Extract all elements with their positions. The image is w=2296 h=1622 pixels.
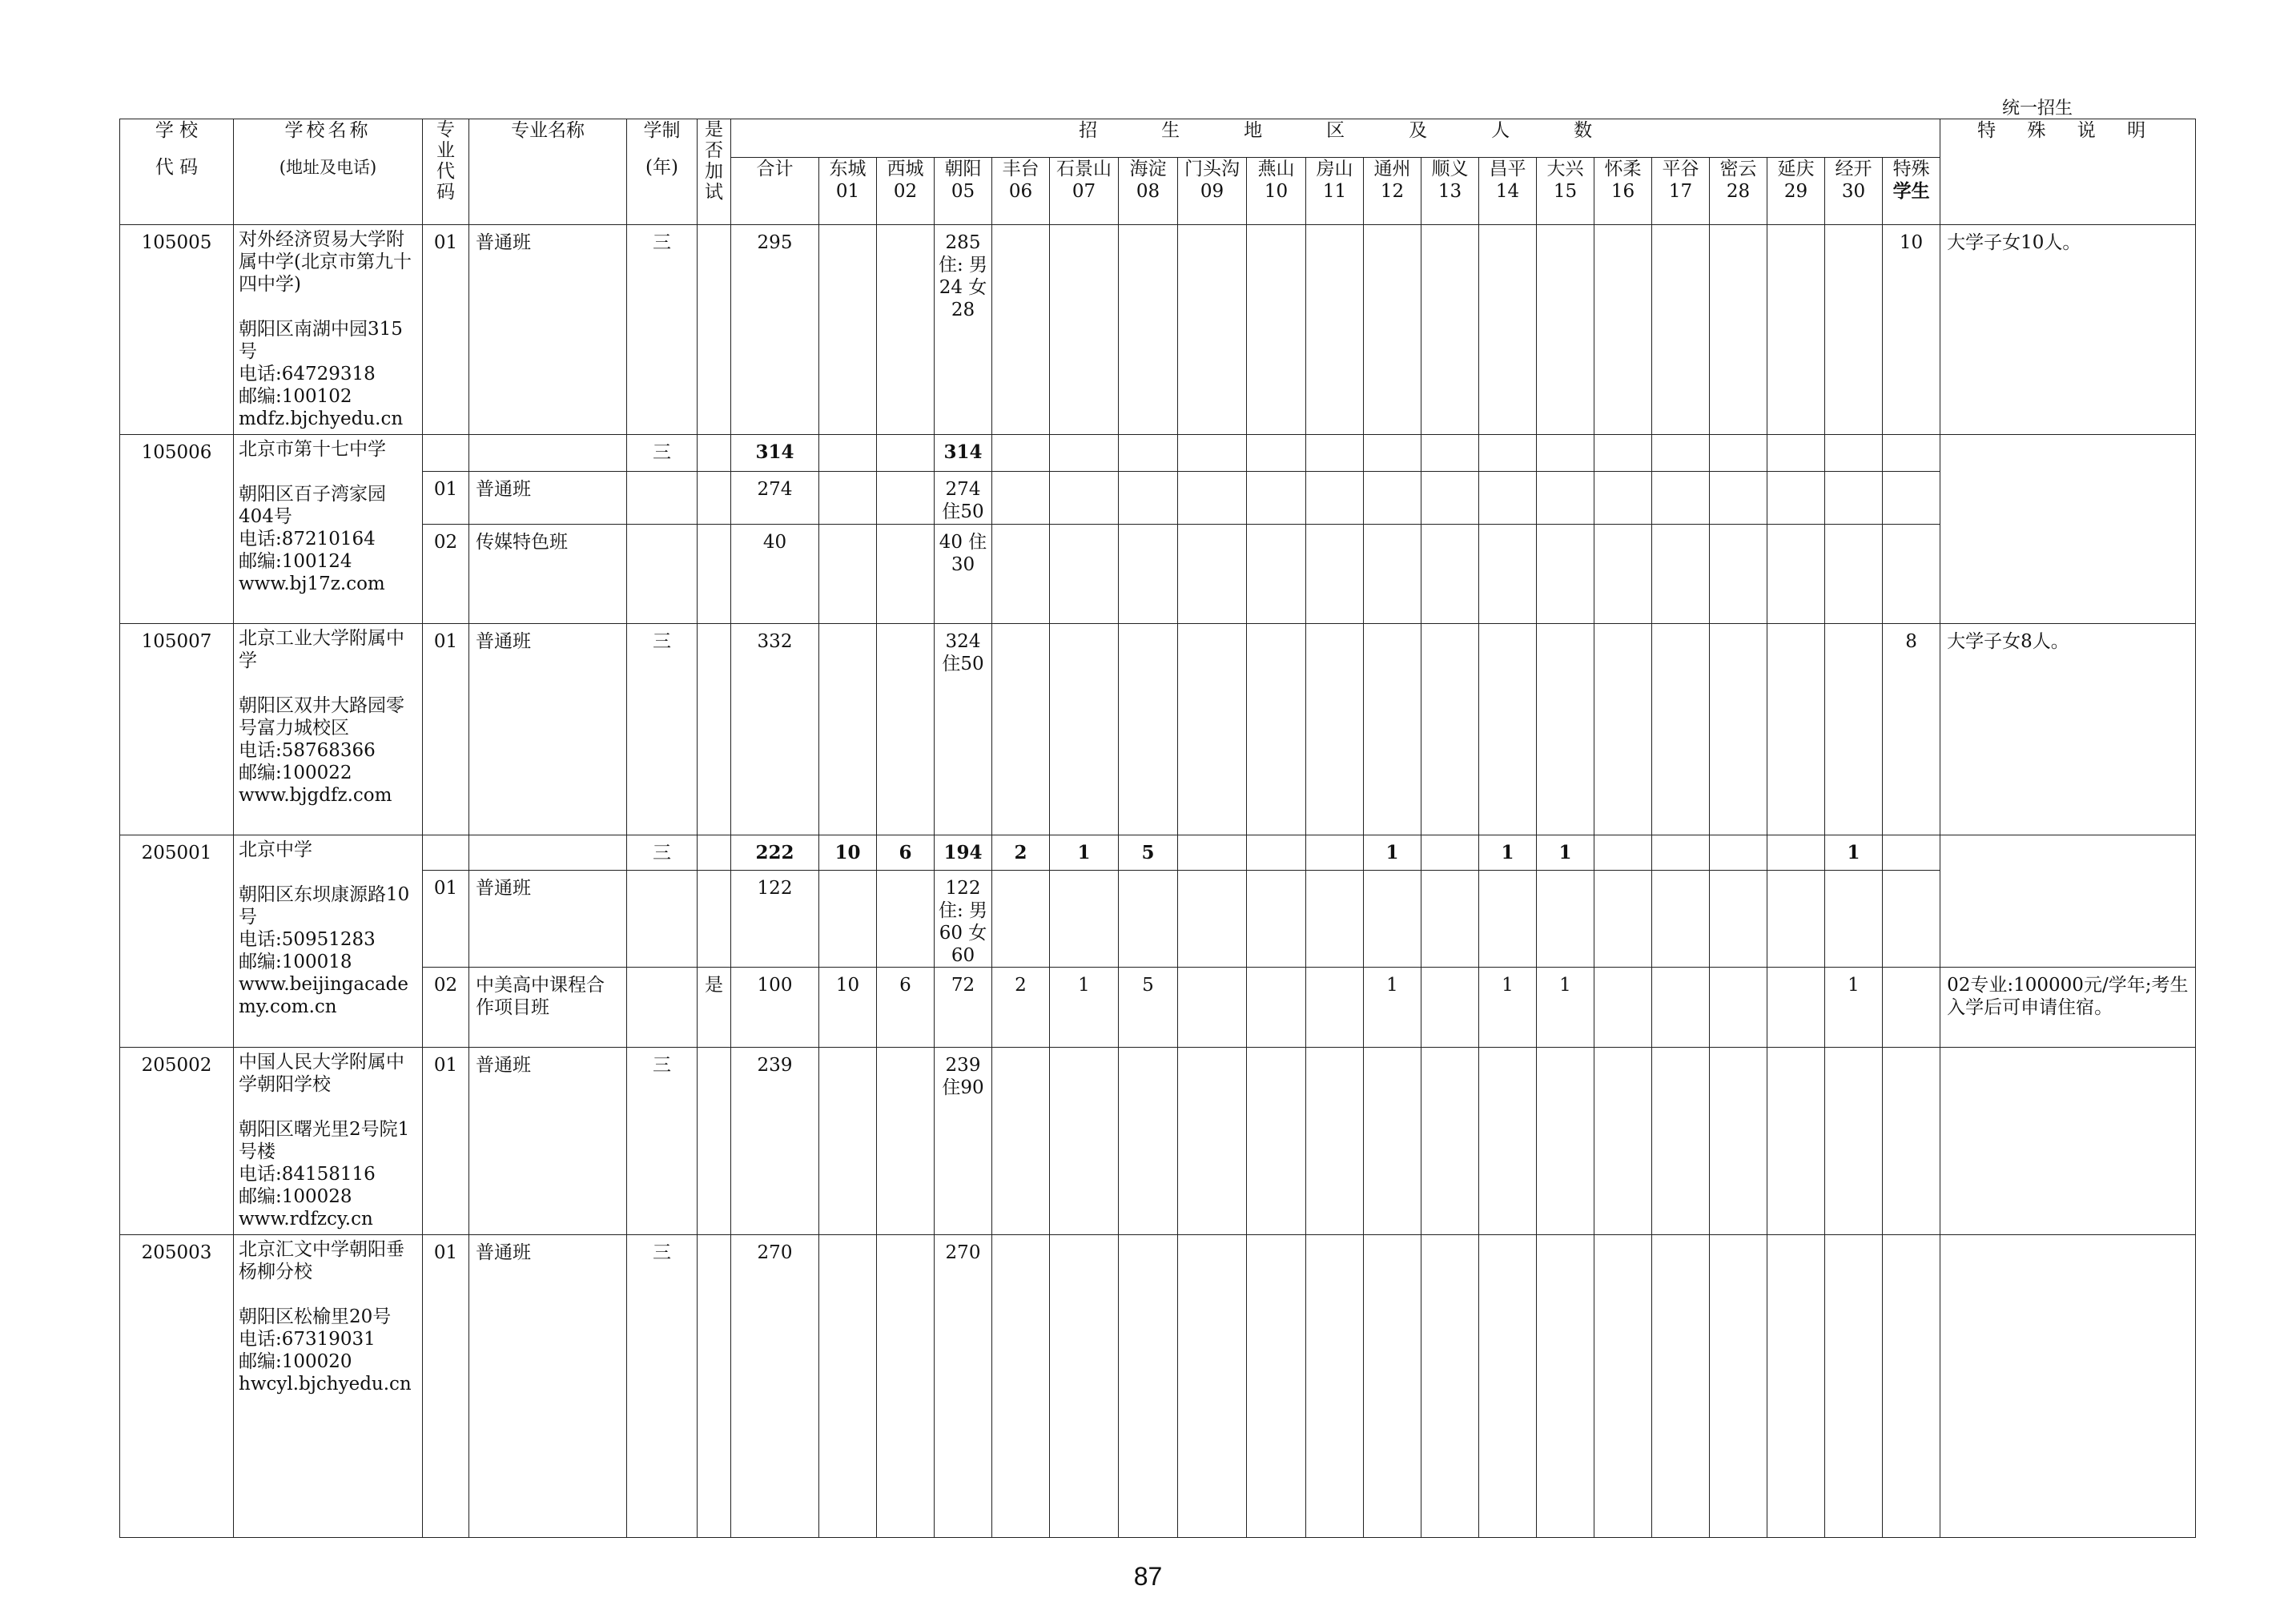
major-code: 02 bbox=[423, 525, 469, 624]
header-district: 大兴 15 bbox=[1537, 158, 1594, 225]
table-row bbox=[120, 835, 2196, 871]
header-district: 顺义 13 bbox=[1421, 158, 1479, 225]
header-district: 丰台 06 bbox=[992, 158, 1050, 225]
header-district: 朝阳 05 bbox=[935, 158, 992, 225]
total: 40 bbox=[731, 525, 819, 624]
duration: 三 bbox=[627, 835, 698, 871]
duration: 三 bbox=[627, 1048, 698, 1235]
tongzhou-count: 1 bbox=[1364, 968, 1421, 1048]
duration: 三 bbox=[627, 1235, 698, 1538]
school-info: 对外经济贸易大学附属中学(北京市第九十四中学) 朝阳区南湖中园315号 电话:64729318 邮编:100102 mdfz.bjchyedu.cn bbox=[234, 225, 423, 435]
chaoyang-count: 239 住90 bbox=[935, 1048, 992, 1235]
chaoyang-count: 194 bbox=[935, 835, 992, 871]
table-row bbox=[120, 225, 2196, 435]
table-row bbox=[120, 968, 2196, 1048]
header-region-title: 招 生 地 区 及 人 数 bbox=[731, 119, 1940, 158]
xicheng-count: 6 bbox=[877, 835, 935, 871]
table-row bbox=[120, 435, 2196, 472]
table-row bbox=[120, 871, 2196, 968]
school-code: 205001 bbox=[120, 835, 234, 1048]
header-school-name: 学校名称 (地址及电话) bbox=[234, 119, 423, 225]
school-info: 北京市第十七中学 朝阳区百子湾家园404号 电话:87210164 邮编:100124 www.bj17z.com bbox=[234, 435, 423, 624]
school-info: 北京工业大学附属中学 朝阳区双井大路园零号富力城校区 电话:58768366 邮编:100022 www.bjgdfz.com bbox=[234, 624, 423, 835]
table-row bbox=[120, 624, 2196, 835]
daxing-count: 1 bbox=[1537, 835, 1594, 871]
major-code: 01 bbox=[423, 871, 469, 968]
major-name: 普通班 bbox=[469, 1048, 627, 1235]
header-school-code: 学 校 代 码 bbox=[120, 119, 234, 225]
major-code: 01 bbox=[423, 1048, 469, 1235]
total: 270 bbox=[731, 1235, 819, 1538]
special-count: 10 bbox=[1883, 225, 1940, 435]
total: 295 bbox=[731, 225, 819, 435]
table-row bbox=[120, 472, 2196, 525]
changping-count: 1 bbox=[1479, 968, 1537, 1048]
dongcheng-count: 10 bbox=[819, 968, 877, 1048]
shijingshan-count: 1 bbox=[1050, 835, 1119, 871]
major-name: 普通班 bbox=[469, 225, 627, 435]
header-district: 怀柔 16 bbox=[1594, 158, 1652, 225]
header-major-name: 专业名称 bbox=[469, 119, 627, 225]
chaoyang-count: 72 bbox=[935, 968, 992, 1048]
header-district: 通州 12 bbox=[1364, 158, 1421, 225]
major-name: 普通班 bbox=[469, 624, 627, 835]
table-row bbox=[120, 1048, 2196, 1235]
header-district: 房山 11 bbox=[1306, 158, 1364, 225]
school-code: 205002 bbox=[120, 1048, 234, 1235]
chaoyang-count: 40 住30 bbox=[935, 525, 992, 624]
school-code: 105006 bbox=[120, 435, 234, 624]
haidian-count: 5 bbox=[1119, 968, 1178, 1048]
fengtai-count: 2 bbox=[992, 968, 1050, 1048]
page-number: 87 bbox=[1133, 1562, 1163, 1591]
major-name: 普通班 bbox=[469, 472, 627, 525]
chaoyang-count: 285 住: 男24 女28 bbox=[935, 225, 992, 435]
chaoyang-count: 314 bbox=[935, 435, 992, 472]
major-code: 01 bbox=[423, 624, 469, 835]
note: 大学子女10人。 bbox=[1940, 225, 2196, 435]
header-district: 东城 01 bbox=[819, 158, 877, 225]
total: 222 bbox=[731, 835, 819, 871]
chaoyang-count: 274 住50 bbox=[935, 472, 992, 525]
header-district: 西城 02 bbox=[877, 158, 935, 225]
header-district: 经开 30 bbox=[1825, 158, 1883, 225]
note: 02专业:100000元/学年;考生入学后可申请住宿。 bbox=[1940, 968, 2196, 1048]
daxing-count: 1 bbox=[1537, 968, 1594, 1048]
changping-count: 1 bbox=[1479, 835, 1537, 871]
chaoyang-count: 122 住: 男60 女60 bbox=[935, 871, 992, 968]
haidian-count: 5 bbox=[1119, 835, 1178, 871]
shijingshan-count: 1 bbox=[1050, 968, 1119, 1048]
header-district: 密云 28 bbox=[1710, 158, 1767, 225]
note: 大学子女8人。 bbox=[1940, 624, 2196, 835]
tongzhou-count: 1 bbox=[1364, 835, 1421, 871]
header-district: 海淀 08 bbox=[1119, 158, 1178, 225]
jingkai-count: 1 bbox=[1825, 835, 1883, 871]
school-info: 北京汇文中学朝阳垂杨柳分校 朝阳区松榆里20号 电话:67319031 邮编:100020 hwcyl.bjchyedu.cn bbox=[234, 1235, 423, 1538]
admission-table bbox=[119, 119, 2196, 1538]
header-district: 门头沟 09 bbox=[1178, 158, 1247, 225]
total: 314 bbox=[731, 435, 819, 472]
major-name: 传媒特色班 bbox=[469, 525, 627, 624]
header-row-1 bbox=[120, 119, 2196, 158]
section-tag: 统一招生 bbox=[2002, 99, 2073, 119]
header-district: 延庆 29 bbox=[1767, 158, 1825, 225]
major-name: 普通班 bbox=[469, 871, 627, 968]
school-code: 205003 bbox=[120, 1235, 234, 1538]
total: 332 bbox=[731, 624, 819, 835]
total: 239 bbox=[731, 1048, 819, 1235]
xicheng-count: 6 bbox=[877, 968, 935, 1048]
school-info: 北京中学 朝阳区东坝康源路10号 电话:50951283 邮编:100018 www.beijingacademy.com.cn bbox=[234, 835, 423, 1048]
chaoyang-count: 324 住50 bbox=[935, 624, 992, 835]
total: 100 bbox=[731, 968, 819, 1048]
header-district: 石景山 07 bbox=[1050, 158, 1119, 225]
school-code: 105007 bbox=[120, 624, 234, 835]
major-code: 01 bbox=[423, 225, 469, 435]
total: 122 bbox=[731, 871, 819, 968]
fengtai-count: 2 bbox=[992, 835, 1050, 871]
duration: 三 bbox=[627, 225, 698, 435]
header-major-code: 专业代码 bbox=[423, 119, 469, 225]
table-row bbox=[120, 1235, 2196, 1538]
header-district: 平谷 17 bbox=[1652, 158, 1710, 225]
header-district: 昌平 14 bbox=[1479, 158, 1537, 225]
header-duration: 学制 (年) bbox=[627, 119, 698, 225]
major-name: 普通班 bbox=[469, 1235, 627, 1538]
total: 274 bbox=[731, 472, 819, 525]
extra-test: 是 bbox=[698, 968, 731, 1048]
header-district: 燕山 10 bbox=[1247, 158, 1306, 225]
dongcheng-count: 10 bbox=[819, 835, 877, 871]
header-notes: 特 殊 说 明 bbox=[1940, 119, 2196, 225]
header-special: 特殊 学生 bbox=[1883, 158, 1940, 225]
major-code: 01 bbox=[423, 1235, 469, 1538]
duration: 三 bbox=[627, 624, 698, 835]
table-row bbox=[120, 525, 2196, 624]
major-code: 01 bbox=[423, 472, 469, 525]
header-total: 合计 bbox=[731, 158, 819, 225]
school-info: 中国人民大学附属中学朝阳学校 朝阳区曙光里2号院1号楼 电话:84158116 邮编:100028 www.rdfzcy.cn bbox=[234, 1048, 423, 1235]
duration: 三 bbox=[627, 435, 698, 472]
school-code: 105005 bbox=[120, 225, 234, 435]
major-code: 02 bbox=[423, 968, 469, 1048]
chaoyang-count: 270 bbox=[935, 1235, 992, 1538]
header-extra-test: 是否加试 bbox=[698, 119, 731, 225]
special-count: 8 bbox=[1883, 624, 1940, 835]
jingkai-count: 1 bbox=[1825, 968, 1883, 1048]
major-name: 中美高中课程合作项目班 bbox=[469, 968, 627, 1048]
